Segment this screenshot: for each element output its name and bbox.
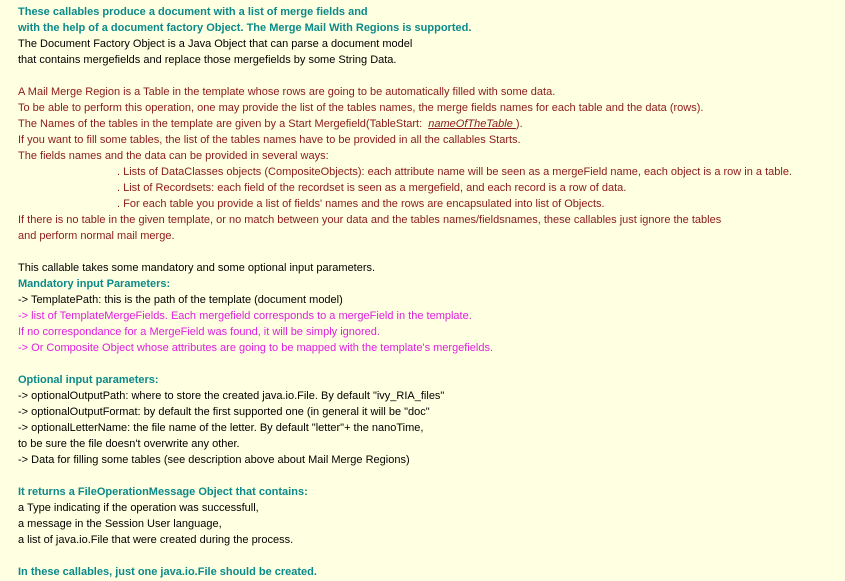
region-line-2: To be able to perform this operation, one may provide the list of the tables names, the merge fields names for each table and the data (rows). — [18, 102, 704, 114]
intro-heading-1: These callables produce a document with a list of merge fields and — [18, 6, 368, 18]
spacer — [18, 468, 845, 484]
returns-heading: It returns a FileOperationMessage Object that contains: — [18, 486, 308, 498]
mandatory-param-4: -> Or Composite Object whose attributes are going to be mapped with the template's mergefields. — [18, 342, 494, 354]
region-line-4: If you want to fill some tables, the list of the tables names have to be provided in all the callables Starts. — [18, 134, 521, 146]
mandatory-param-3: If no correspondance for a MergeField was found, it will be simply ignored. — [18, 326, 380, 338]
intro-heading-2: with the help of a document factory Object. The Merge Mail With Regions is supported. — [18, 22, 472, 34]
mandatory-param-1: -> TemplatePath: this is the path of the template (document model) — [18, 294, 343, 306]
returns-line-1: a Type indicating if the operation was successfull, — [18, 502, 259, 514]
spacer — [18, 68, 845, 84]
params-intro: This callable takes some mandatory and some optional input parameters. — [18, 262, 376, 274]
mandatory-heading: Mandatory input Parameters: — [18, 278, 171, 290]
region-bullet-3: . For each table you provide a list of fields' names and the rows are encapsulated into list of Objects. — [117, 198, 605, 210]
optional-param-4: to be sure the file doesn't overwrite any other. — [18, 438, 240, 450]
returns-line-2: a message in the Session User language, — [18, 518, 222, 530]
region-line-3-end: ). — [515, 118, 523, 130]
optional-heading: Optional input parameters: — [18, 374, 159, 386]
region-line-6: If there is no table in the given template, or no match between your data and the tables names/fieldsnames, these callables just ignore the tables — [18, 214, 722, 226]
footer-note: In these callables, just one java.io.File should be created. — [18, 566, 317, 578]
region-line-7: and perform normal mail merge. — [18, 230, 175, 242]
spacer — [18, 244, 845, 260]
region-line-3 — [18, 116, 845, 132]
returns-line-3: a list of java.io.File that were created during the process. — [18, 534, 294, 546]
region-line-1: A Mail Merge Region is a Table in the template whose rows are going to be automatically filled with some data. — [18, 86, 556, 98]
region-bullet-1: . Lists of DataClasses objects (CompositeObjects): each attribute name will be seen as a mergeField name, each object is a row in a table. — [117, 166, 792, 178]
spacer — [18, 548, 845, 564]
spacer — [18, 356, 845, 372]
region-bullet-2: . List of Recordsets: each field of the recordset is seen as a mergefield, and each record is a row of data. — [117, 182, 627, 194]
region-line-3-start: The Names of the tables in the template are given by a Start Mergefield(TableStart: — [18, 118, 429, 130]
optional-param-1: -> optionalOutputPath: where to store the created java.io.File. By default "ivy_RIA_files" — [18, 390, 445, 402]
mandatory-param-2: -> list of TemplateMergeFields. Each mergefield corresponds to a mergeField in the template. — [18, 310, 472, 322]
intro-line-2: that contains mergefields and replace those mergefields by some String Data. — [18, 54, 397, 66]
optional-param-5: -> Data for filling some tables (see description above about Mail Merge Regions) — [18, 454, 410, 466]
table-name-placeholder: nameOfTheTable — [428, 118, 516, 130]
region-line-5: The fields names and the data can be provided in several ways: — [18, 150, 329, 162]
intro-line-1: The Document Factory Object is a Java Object that can parse a document model — [18, 38, 413, 50]
optional-param-2: -> optionalOutputFormat: by default the first supported one (in general it will be "doc" — [18, 406, 430, 418]
optional-param-3: -> optionalLetterName: the file name of the letter. By default "letter"+ the nanoTime, — [18, 422, 424, 434]
